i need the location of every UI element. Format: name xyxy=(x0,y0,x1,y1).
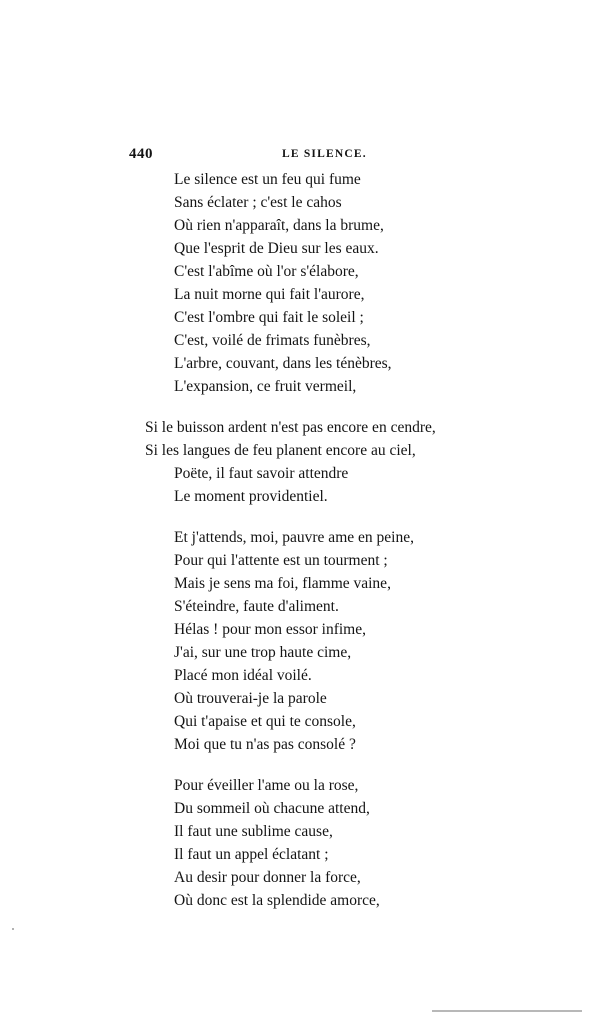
poem-line: L'arbre, couvant, dans les ténèbres, xyxy=(174,355,392,372)
poem-line: Placé mon idéal voilé. xyxy=(174,667,312,684)
poem-line: Au desir pour donner la force, xyxy=(174,869,361,886)
poem-line: Il faut un appel éclatant ; xyxy=(174,846,329,863)
scan-edge-mark xyxy=(432,1010,582,1012)
poem-line: Qui t'apaise et qui te console, xyxy=(174,713,356,730)
poem-line: Du sommeil où chacune attend, xyxy=(174,800,370,817)
poem-line: Si le buisson ardent n'est pas encore en cendre, xyxy=(145,419,436,436)
poem-line: Où donc est la splendide amorce, xyxy=(174,892,380,909)
poem-line: Pour éveiller l'ame ou la rose, xyxy=(174,777,359,794)
poem-line: Pour qui l'attente est un tourment ; xyxy=(174,552,388,569)
poem-line: Il faut une sublime cause, xyxy=(174,823,333,840)
running-head: LE SILENCE. xyxy=(282,148,367,160)
poem-line: L'expansion, ce fruit vermeil, xyxy=(174,378,357,395)
poem-line: Moi que tu n'as pas consolé ? xyxy=(174,736,356,753)
poem-line: Sans éclater ; c'est le cahos xyxy=(174,194,342,211)
scan-speck xyxy=(12,928,14,930)
poem-line: J'ai, sur une trop haute cime, xyxy=(174,644,352,661)
poem-line: Et j'attends, moi, pauvre ame en peine, xyxy=(174,529,414,546)
poem-line: Mais je sens ma foi, flamme vaine, xyxy=(174,575,391,592)
poem-line: Où rien n'apparaît, dans la brume, xyxy=(174,217,384,234)
poem-line: Poëte, il faut savoir attendre xyxy=(174,465,349,482)
poem-line: Le silence est un feu qui fume xyxy=(174,171,361,188)
poem-line: Où trouverai-je la parole xyxy=(174,690,327,707)
poem-line: Si les langues de feu planent encore au ciel, xyxy=(145,442,416,459)
poem-line: C'est, voilé de frimats funèbres, xyxy=(174,332,371,349)
poem-line: C'est l'ombre qui fait le soleil ; xyxy=(174,309,364,326)
poem-line: Que l'esprit de Dieu sur les eaux. xyxy=(174,240,379,257)
poem-line: Hélas ! pour mon essor infime, xyxy=(174,621,366,638)
poem-line: C'est l'abîme où l'or s'élabore, xyxy=(174,263,359,280)
poem-line: S'éteindre, faute d'aliment. xyxy=(174,598,339,615)
poem-line: La nuit morne qui fait l'aurore, xyxy=(174,286,365,303)
page-number: 440 xyxy=(129,146,153,162)
poem-line: Le moment providentiel. xyxy=(174,488,328,505)
